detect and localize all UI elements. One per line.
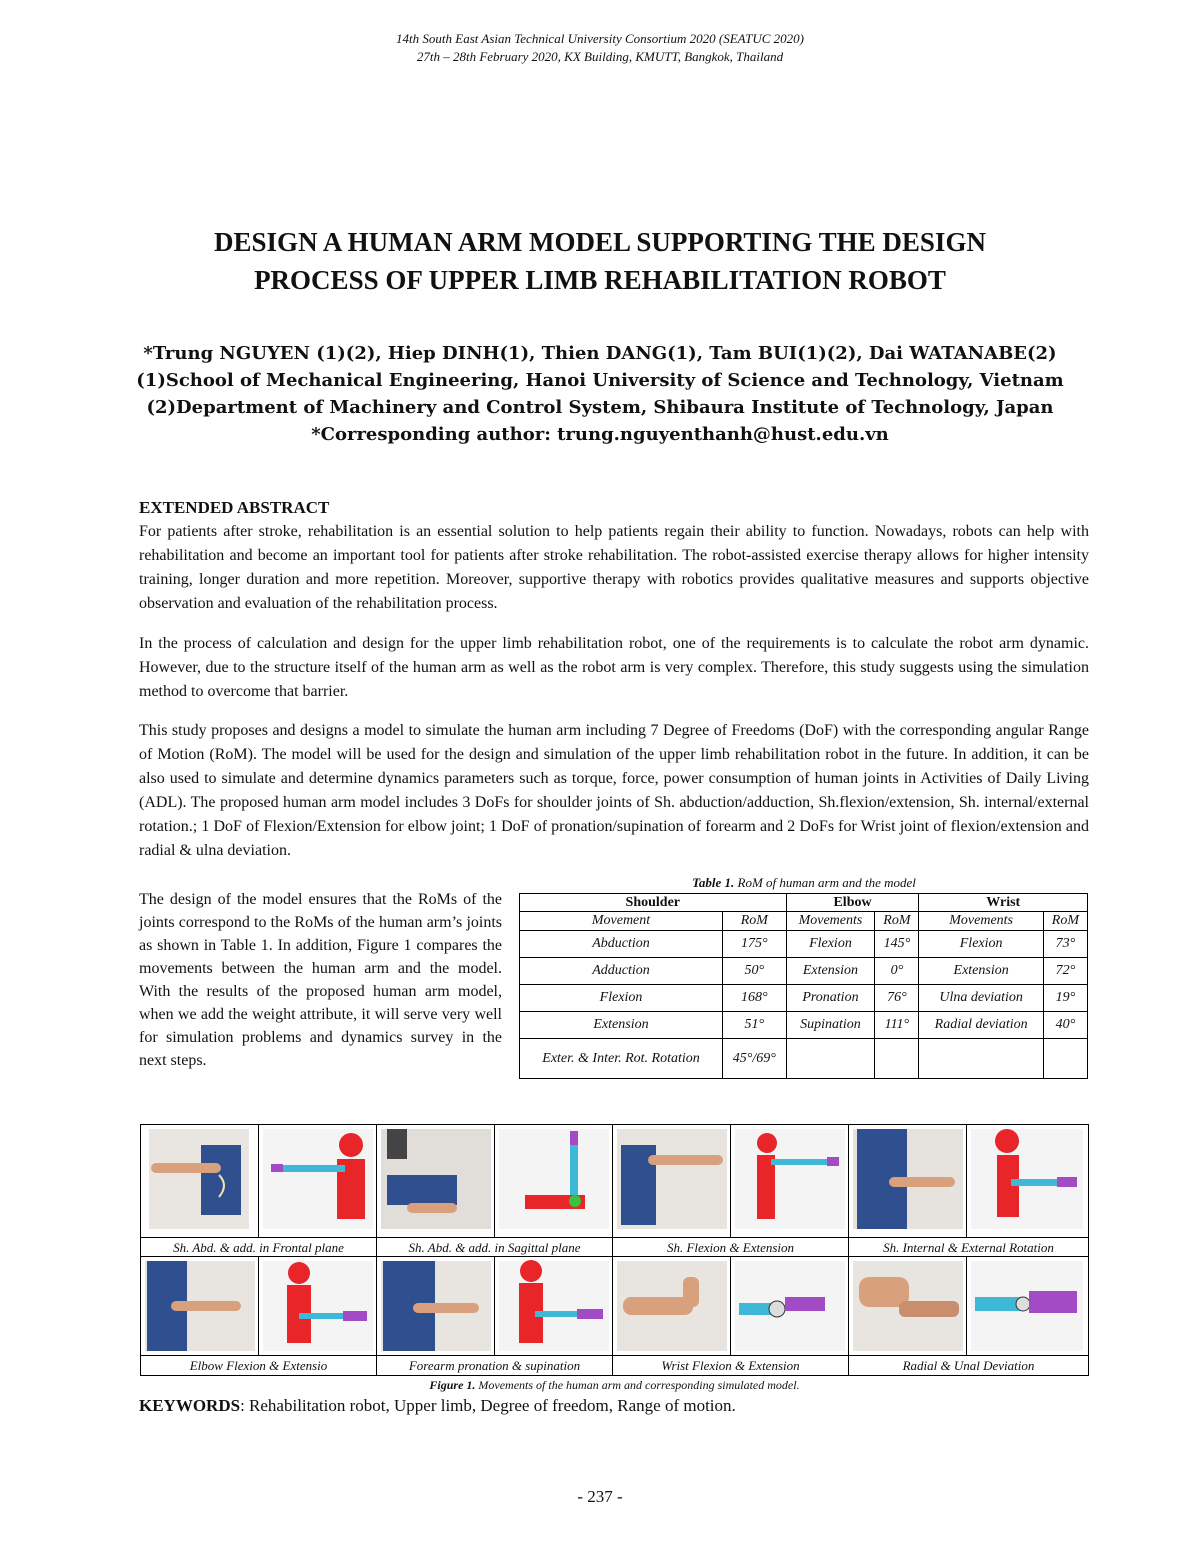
table-row: Exter. & Inter. Rot. Rotation 45°/69°: [520, 1039, 1088, 1079]
model-elbow-flexion: [259, 1257, 377, 1355]
arm-model-render: [495, 1257, 613, 1355]
table-subheader: RoM: [1043, 912, 1087, 931]
paragraph-4: The design of the model ensures that the RoMs of the joints correspond to the RoMs of the human arm’s joints as shown in Table 1. In addition, Figure 1 compares the movements between the human arm and the model. With the results of the proposed human arm model, when we add the weight attribute, it will serve very well for simulation problems and dynamics survey in the next steps.: [139, 891, 502, 1069]
figure-subcaption: Sh. Internal & External Rotation: [883, 1240, 1054, 1255]
table-row: Abduction 175° Flexion 145° Flexion 73°: [520, 931, 1088, 958]
author-block: [60, 340, 1140, 448]
affiliation-1: (1)School of Mechanical Engineering, Hanoi University of Science and Technology, Vietnam: [136, 370, 1064, 391]
arm-model-render: [495, 1125, 613, 1237]
table-row: Adduction 50° Extension 0° Extension 72°: [520, 958, 1088, 985]
title-line-2: PROCESS OF UPPER LIMB REHABILITATION ROBOT: [254, 265, 946, 295]
table-caption: Table 1. RoM of human arm and the model: [692, 875, 916, 890]
photo-shoulder-sagittal: [377, 1125, 495, 1237]
human-arm-photo: [849, 1257, 967, 1355]
figure-caption-row-1: [141, 1237, 1088, 1257]
human-arm-photo: [141, 1257, 259, 1355]
paragraph-3: This study proposes and designs a model to simulate the human arm including 7 Degree of Freedoms (DoF) with the corresponding angular Range of Motion (RoM). The model will be used for the design and simulation of the upper limb rehabilitation robot in the future. In addition, it can be also used to simulate and determine dynamics parameters such as torque, force, power consumption of human joints in Activities of Daily Living (ADL). The proposed human arm model includes 3 DoFs for shoulder joints of Sh. abduction/adduction, Sh.flexion/extension, Sh. internal/external rotation.; 1 DoF of Flexion/Extension for elbow joint; 1 DoF of pronation/supination of forearm and 2 DoFs for Wrist joint of flexion/extension and radial & ulna deviation.: [139, 722, 1089, 859]
figure-subcaption: Forearm pronation & supination: [377, 1356, 613, 1375]
photo-shoulder-rotation: [849, 1125, 967, 1237]
photo-shoulder-flexion: [613, 1125, 731, 1237]
model-shoulder-sagittal: [495, 1125, 613, 1237]
photo-wrist-flexion: [613, 1257, 731, 1355]
model-forearm-pronation: [495, 1257, 613, 1355]
photo-shoulder-frontal: [141, 1125, 259, 1237]
figure-subcaption: Sh. Abd. & add. in Sagittal plane: [377, 1238, 613, 1257]
table-subheader: Movements: [919, 912, 1043, 931]
photo-elbow-flexion: [141, 1257, 259, 1355]
title-line-1: DESIGN A HUMAN ARM MODEL SUPPORTING THE DESIGN: [214, 227, 986, 257]
keywords: KEYWORDS: Rehabilitation robot, Upper limb, Degree of freedom, Range of motion.: [139, 1396, 736, 1415]
human-arm-photo: [613, 1125, 731, 1237]
table-subheader: Movement: [520, 912, 723, 931]
table-subheader: RoM: [723, 912, 787, 931]
human-arm-photo: [849, 1125, 967, 1237]
human-arm-photo: [377, 1257, 495, 1355]
table-group-header: Wrist: [919, 894, 1088, 912]
paragraph-2: In the process of calculation and design for the upper limb rehabilitation robot, one of the requirements is to calculate the robot arm dynamic. However, due to the structure itself of the human arm as well as the robot arm is very complex. Therefore, this study suggests using the simulation method to overcome that barrier.: [139, 635, 1089, 700]
human-arm-photo: [613, 1257, 731, 1355]
arm-model-render: [731, 1257, 849, 1355]
figure-subcaption: Elbow Flexion & Extensio: [141, 1356, 377, 1375]
conference-line-2: 27th – 28th February 2020, KX Building, KMUTT, Bangkok, Thailand: [416, 49, 784, 64]
paper-title: [100, 223, 1100, 299]
figure-subcaption: Wrist Flexion & Extension: [613, 1356, 849, 1375]
rom-table: [519, 893, 1088, 1079]
arm-model-render: [967, 1125, 1088, 1237]
figure-caption: Figure 1. Movements of the human arm and corresponding simulated model.: [429, 1378, 800, 1392]
paragraph-1: For patients after stroke, rehabilitation is an essential solution to help patients regain their ability to function. Nowadays, robots can help with rehabilitation and become an important tool for patients after stroke rehabilitation. The robot-assisted exercise therapy allows for higher intensity training, longer duration and more repetition. Moreover, supportive therapy with robotics provides qualitative measures and supports objective observation and evaluation of the rehabilitation process.: [139, 523, 1089, 612]
table-subheader: RoM: [875, 912, 919, 931]
arm-model-render: [259, 1125, 377, 1237]
arm-model-render: [731, 1125, 849, 1237]
table-group-header: Elbow: [786, 894, 919, 912]
table-subheader: Movements: [786, 912, 875, 931]
model-shoulder-frontal: [259, 1125, 377, 1237]
arm-model-render: [967, 1257, 1088, 1355]
arm-model-render: [259, 1257, 377, 1355]
figure-subcaption: Sh. Flexion & Extension: [613, 1238, 849, 1257]
author-names: *Trung NGUYEN (1)(2), Hiep DINH(1), Thien DANG(1), Tam BUI(1)(2), Dai WATANABE(2): [143, 343, 1057, 364]
model-shoulder-rotation: [967, 1125, 1088, 1237]
photo-radial-deviation: [849, 1257, 967, 1355]
page-number: - 237 -: [577, 1487, 623, 1506]
figure-subcaption: Radial & Unal Deviation: [902, 1358, 1035, 1373]
table-row: Flexion 168° Pronation 76° Ulna deviation 19°: [520, 985, 1088, 1012]
corresponding-author: *Corresponding author: trung.nguyenthanh@hust.edu.vn: [311, 424, 889, 445]
model-shoulder-flexion: [731, 1125, 849, 1237]
model-radial-deviation: [967, 1257, 1088, 1355]
figure-subcaption: Sh. Abd. & add. in Frontal plane: [141, 1238, 377, 1257]
figure-1: [140, 1124, 1089, 1376]
section-heading: EXTENDED ABSTRACT: [139, 498, 330, 517]
conference-line-1: 14th South East Asian Technical University Consortium 2020 (SEATUC 2020): [396, 31, 804, 46]
figure-caption-row-2: [141, 1355, 1088, 1375]
model-wrist-flexion: [731, 1257, 849, 1355]
photo-forearm-pronation: [377, 1257, 495, 1355]
human-arm-photo: [141, 1125, 259, 1237]
human-arm-photo: [377, 1125, 495, 1237]
table-group-header: Shoulder: [520, 894, 787, 912]
table-row: Extension 51° Supination 111° Radial deviation 40°: [520, 1012, 1088, 1039]
affiliation-2: (2)Department of Machinery and Control System, Shibaura Institute of Technology, Japan: [146, 397, 1054, 418]
